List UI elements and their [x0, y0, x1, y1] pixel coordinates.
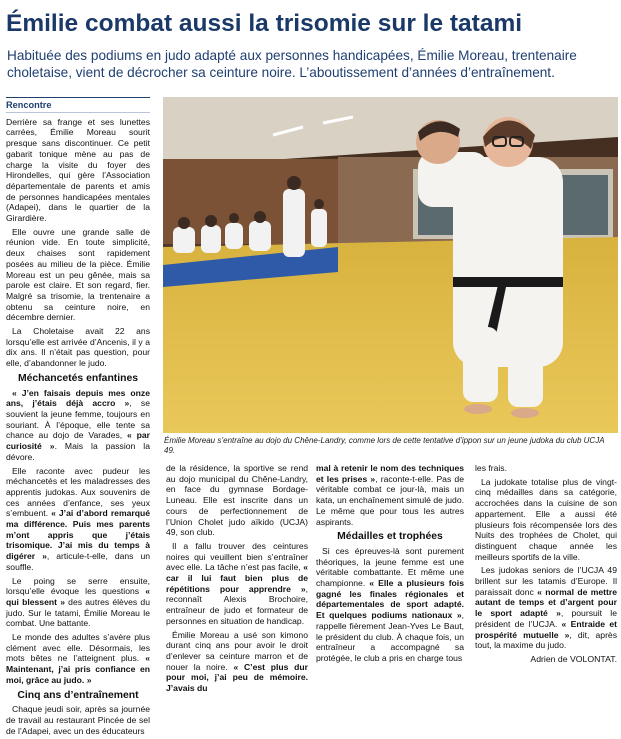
- text-run: , dit, après tout, la maxime du judo.: [475, 629, 618, 651]
- paragraph: [475, 565, 617, 651]
- quote: « par curiosité »: [6, 430, 150, 452]
- paragraph: Derrière sa frange et ses lunettes carrées, Émilie Moreau sourit presque sans discontinuer. Ce petit gabarit tonique mène au pas de charge la visite du foyer des Hirondelles, qui gère l’Association départementale de parents et amis de personnes handicapées mentales (Adapei), dans le quartier de la Girardière.: [6, 116, 150, 224]
- paragraph: [166, 541, 308, 627]
- text-run: , rappelle fièrement Jean-Yves Le Baut, le président du club. À chaque fois, un entraîneur a accompagné sa protégée, le club a pris en charge tous: [316, 610, 464, 663]
- text-column-2: [166, 463, 308, 697]
- quote: « car il lui faut bien plus de répétitions pour apprendre »: [166, 562, 308, 594]
- subheading: Méchancetés enfantines: [17, 372, 139, 384]
- text-column-4: [475, 463, 617, 668]
- rubric-label: Rencontre: [6, 97, 150, 113]
- paragraph: [6, 576, 150, 630]
- text-run: , raconte-t-elle. Pas de véritable combat ce jour-là, mais un kata, un enchaînement simulé de judo. Le même que pour tous les autres aspirants.: [316, 473, 464, 527]
- text-run: Elle raconte avec pudeur les méchancetés et les maladresses des apprentis judokas. Aux souvenirs de ces années d’enfance, ses yeux s’embuent.: [6, 465, 150, 519]
- article-standfirst: Habituée des podiums en judo adapté aux personnes handicapées, Émilie Moreau, trentenaire choletaise, vient de décrocher sa ceinture noire. L’aboutissement d’années d’entraînement.: [7, 48, 577, 80]
- article-headline: Émilie combat aussi la trisomie sur le tatami: [6, 10, 523, 37]
- text-column-1: [6, 97, 150, 739]
- quote: mal à retenir le nom des techniques et les prises »: [316, 463, 464, 484]
- paragraph: Chaque jeudi soir, après sa journée de travail au restaurant Pincée de sel de l’Adapei, avec un des éducateurs: [6, 704, 150, 736]
- text-run: Le poing se serre ensuite, lorsqu’elle évoque les questions: [6, 575, 150, 597]
- quote: « J’en faisais depuis mes onze ans, j’étais déjà accro »: [6, 387, 150, 409]
- paragraph: La Choletaise avait 22 ans lorsqu’elle est arrivée d’Ancenis, il y a dix ans. Il n’était pas question, pour elle, d’abandonner le judo.: [6, 326, 150, 369]
- subheading: Cinq ans d’entraînement: [17, 689, 139, 701]
- text-run: , se souvient la jeune femme, toujours en souriant. À l’époque, elle tente sa chance au dojo de Varades,: [6, 398, 150, 441]
- paragraph: [316, 546, 464, 664]
- author-signature: Adrien de VOLONTAT.: [530, 653, 617, 664]
- quote: « J’ai d’abord remarqué ma différence. Puis mes parents m’ont appris que j’étais trisomique. J’ai mis du temps à digérer »: [6, 508, 150, 562]
- text-run: des autres élèves du judo. Sur le tatami, Émilie Moreau le combat. Une battante.: [6, 596, 150, 629]
- quote: « qui blessent »: [6, 586, 150, 607]
- text-run: . Mais la passion la dévore.: [6, 441, 150, 462]
- text-run: , articule-t-elle, dans un souffle.: [6, 551, 150, 572]
- photo-caption: Émilie Moreau s’entraîne au dojo du Chêne-Landry, comme lors de cette tentative d’ippon sur un jeune judoka du club UCJA 49.: [164, 436, 605, 455]
- quote: « Entraide et prospérité mutuelle »: [475, 618, 617, 640]
- paragraph: [316, 463, 464, 527]
- article-photo: [163, 97, 618, 433]
- text-run: , poursuit le président de l’UCJA.: [475, 608, 617, 629]
- text-run: Émilie Moreau a usé son kimono durant cinq ans pour avoir le droit d’enlever sa ceinture marron et de nouer la noire.: [166, 629, 308, 672]
- paragraph: de la résidence, la sportive se rend au dojo municipal du Chêne-Landry, en face du gymnase Bordage-Luneau. Elle est inscrite dans un cours de perfectionnement de l’Union Cholet judo aïkido (UCJA) 49, son club.: [166, 463, 308, 538]
- paragraph: [6, 466, 150, 573]
- paragraph: [6, 632, 150, 686]
- text-run: Il a fallu trouver des ceintures noires qui veuillent bien s’entraîner avec elle. La tâche n’est pas facile,: [166, 540, 308, 573]
- quote: « normal de mettre autant de temps et d’argent pour le sport adapté »: [475, 586, 617, 619]
- quote: « C’est plus dur pour moi, j’ai peu de mémoire. J’avais du: [166, 661, 309, 694]
- paragraph: La judokate totalise plus de vingt-cinq médailles dans sa catégorie, accrochées dans la cuisine de son appartement. Elle a aussi été plusieurs fois récompensée lors des Nuits des trophées de Cholet, qui distinguent chaque année les meilleurs sportifs de la ville.: [475, 476, 617, 562]
- text-column-3: [316, 463, 464, 667]
- judo-photo-illustration: [163, 97, 618, 433]
- quote: « Elle a plusieurs fois gagné les finales régionales et départementales de sport adapté. Et quelques podiums nationaux »: [316, 578, 464, 621]
- text-run: Le monde des adultes s’avère plus clément avec elle. Désormais, les mots bêtes ne l’atteignent plus.: [6, 632, 150, 664]
- paragraph: [6, 388, 150, 463]
- text-run: , reconnaît Alexis Brochoire, entraîneur de judo et formateur de personnes en situation de handicap.: [166, 583, 308, 626]
- quote: « Maintenant, j’ai pris confiance en moi, grâce au judo. »: [6, 653, 150, 685]
- paragraph: [166, 630, 308, 694]
- subheading: Médailles et trophées: [337, 531, 443, 543]
- text-run: Si ces épreuves-là sont purement théoriques, la jeune femme est une véritable combattante. Et même une championne.: [316, 545, 464, 589]
- text-run: Les judokas seniors de l’UCJA 49 brillent sur les tatamis d’Europe. Il paraissait donc: [475, 565, 617, 597]
- paragraph: Elle ouvre une grande salle de réunion vide. En toute simplicité, deux chaises sont rapidement posées au milieu de la pièce. Émilie Moreau est un peu gênée, mais sa parole est claire. Et son regard, fier. Malgré sa trisomie, la trentenaire a obtenu sa ceinture noire, en décembre dernier.: [6, 226, 150, 323]
- paragraph: les frais.: [475, 463, 507, 473]
